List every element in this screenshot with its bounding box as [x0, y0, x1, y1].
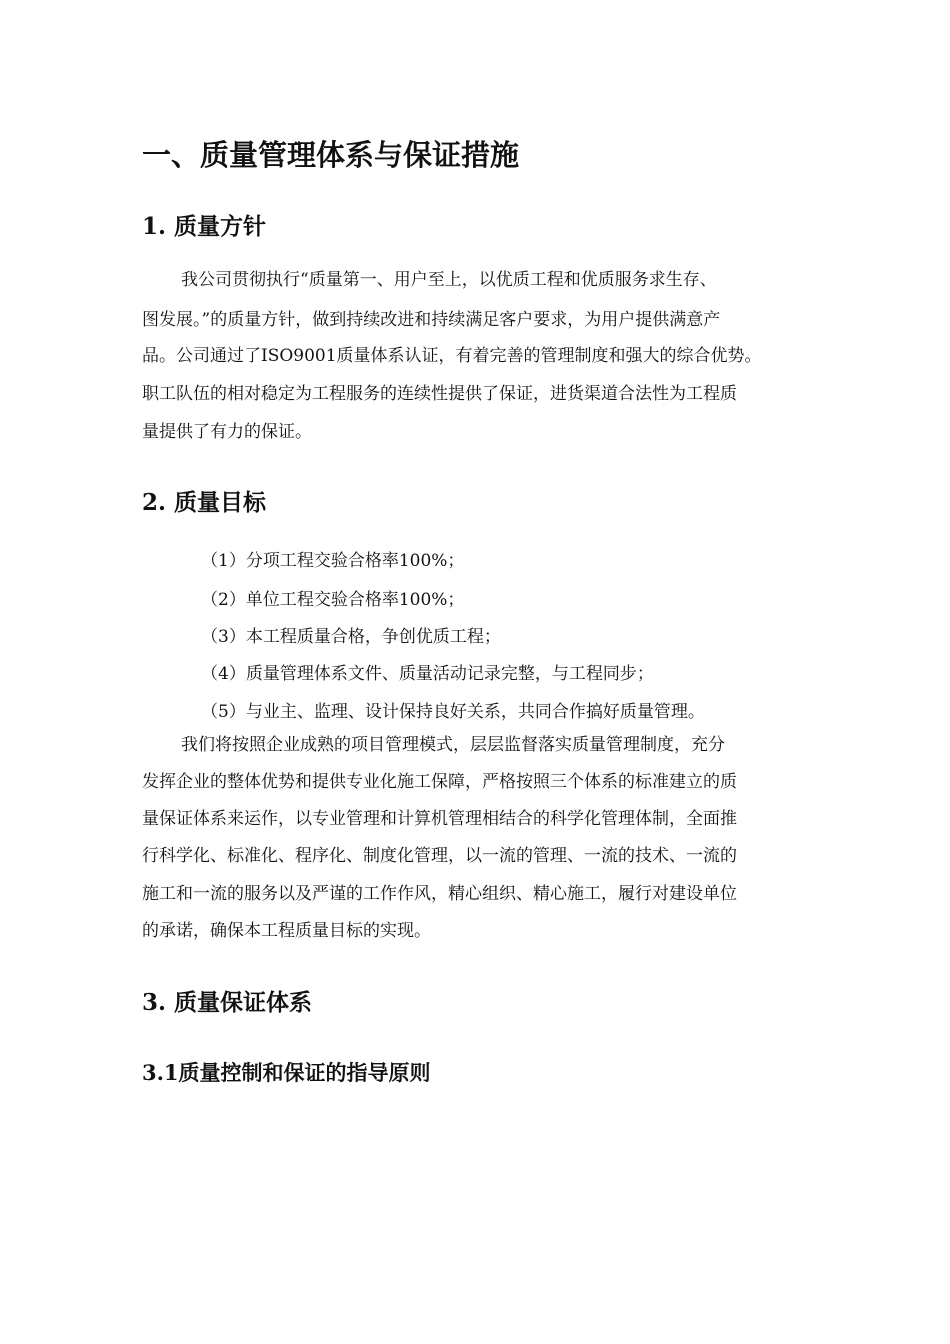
main-heading: 一、质量管理体系与保证措施: [142, 138, 520, 172]
list-item: （2）单位工程交验合格率100%；: [201, 590, 465, 610]
section-3-1-title: 3.1质量控制和保证的指导原则: [142, 1060, 431, 1085]
list-item: （5）与业主、监理、设计保持良好关系，共同合作搞好质量管理。: [201, 702, 705, 722]
section-3-title: 3. 质量保证体系: [142, 989, 313, 1016]
list-item: （4）质量管理体系文件、质量活动记录完整，与工程同步；: [201, 664, 654, 684]
paragraph-line: 图发展。”的质量方针，做到持续改进和持续满足客户要求，为用户提供满意产: [142, 310, 721, 330]
paragraph-line: 我们将按照企业成熟的项目管理模式，层层监督落实质量管理制度，充分: [181, 735, 725, 755]
paragraph-line: 的承诺，确保本工程质量目标的实现。: [142, 921, 431, 941]
paragraph-line: 量保证体系来运作，以专业管理和计算机管理相结合的科学化管理体制，全面推: [142, 809, 737, 829]
paragraph-line: 我公司贯彻执行“质量第一、用户至上，以优质工程和优质服务求生存、: [181, 270, 717, 290]
paragraph-line: 品。公司通过了ISO9001质量体系认证，有着完善的管理制度和强大的综合优势。: [142, 346, 762, 366]
section-2-title: 2. 质量目标: [142, 489, 267, 516]
paragraph-line: 行科学化、标准化、程序化、制度化管理，以一流的管理、一流的技术、一流的: [142, 846, 737, 866]
list-item: （3）本工程质量合格，争创优质工程；: [201, 627, 501, 647]
paragraph-line: 量提供了有力的保证。: [142, 422, 312, 442]
paragraph-line: 发挥企业的整体优势和提供专业化施工保障，严格按照三个体系的标准建立的质: [142, 772, 737, 792]
list-item: （1）分项工程交验合格率100%；: [201, 551, 465, 571]
paragraph-line: 施工和一流的服务以及严谨的工作作风，精心组织、精心施工，履行对建设单位: [142, 884, 737, 904]
section-1-title: 1. 质量方针: [142, 213, 267, 240]
paragraph-line: 职工队伍的相对稳定为工程服务的连续性提供了保证，进货渠道合法性为工程质: [142, 384, 737, 404]
